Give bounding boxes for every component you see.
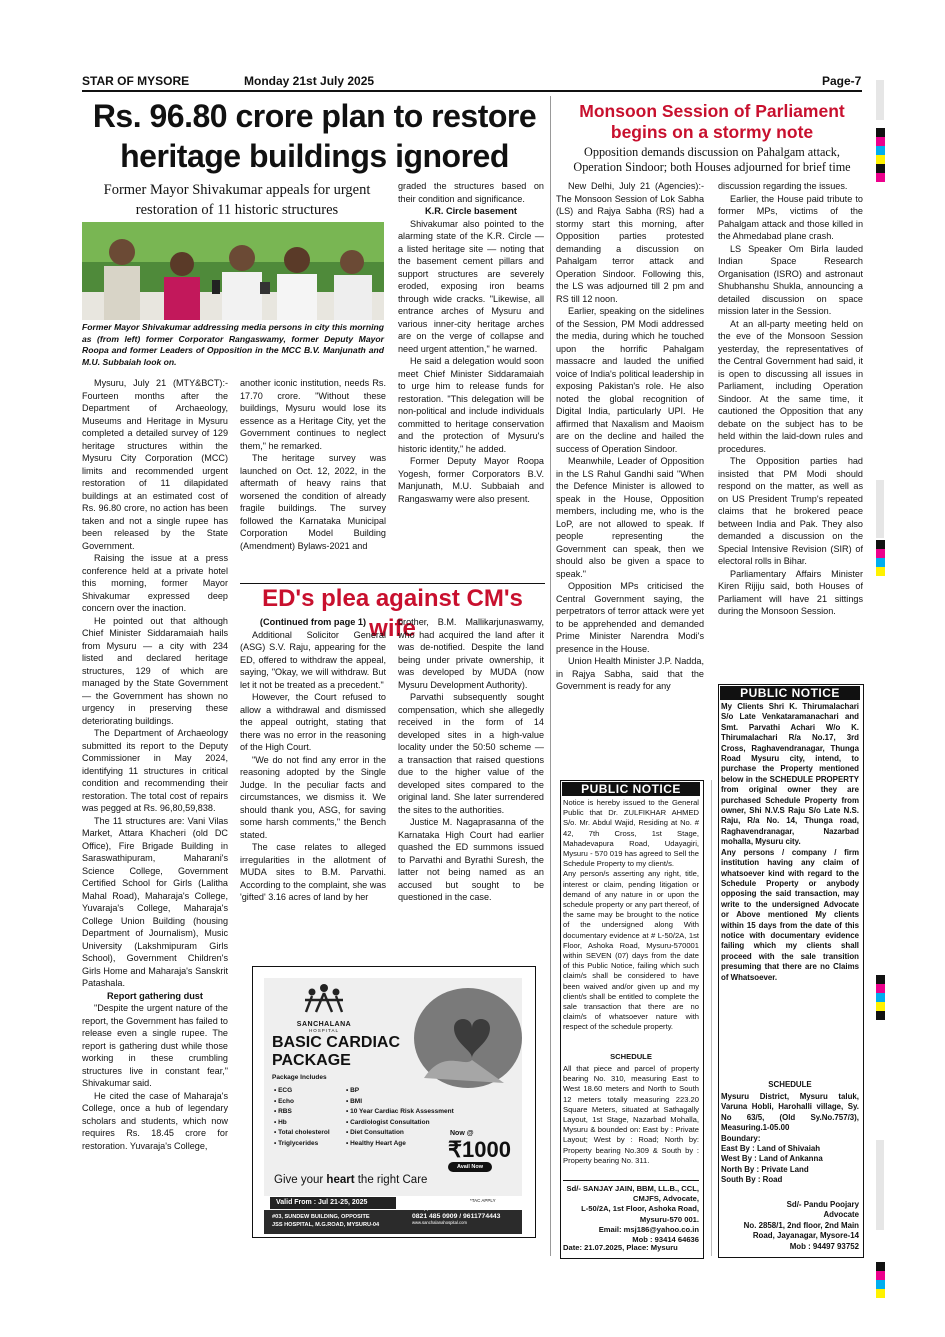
monsoon-paragraph: Earlier, speaking on the sidelines of the Session, PM Modi addressed the media, during which he touched upon the horrific Pahalgam massacre and lauded the unified voice of India's political leadership in exposing Pakistan's role. He also noted the global recognition of Digital India, particularly UPI. He affirmed that Naxalism and Maoism are on the decline and hailed the success of Operation Sindoor. bbox=[556, 306, 704, 454]
public-notice-2-title: PUBLIC NOTICE bbox=[720, 686, 860, 700]
lead-paragraph: graded the structures based on their condition and significance. bbox=[398, 181, 544, 204]
monsoon-deck-line-1: Opposition demands discussion on Pahalgam attack, bbox=[584, 145, 840, 159]
monsoon-headline-line-1: Monsoon Session of Parliament bbox=[579, 101, 845, 121]
monsoon-paragraph: New Delhi, July 21 (Agencies):- The Monsoon Session of Lok Sabha (LS) and Rajya Sabha (RS) had a stormy start this morning, after Opposition parties protested demanding a discussion on Pahalgam terror attack and Operation Sindoor. Following this, the LS was adjourned till 2 pm and RS till 12 noon. bbox=[556, 181, 704, 304]
hospital-name: SANCHALANA bbox=[296, 1021, 352, 1028]
notice-1-sign-line: Sd/- SANJAY JAIN, BBM, LL.B., CCL, CMJFS, Advocate, bbox=[566, 1184, 699, 1204]
package-item: • 10 Year Cardiac Risk Assessment bbox=[346, 1108, 454, 1115]
ed-paragraph: brother, B.M. Mallikarjunaswamy, who had acquired the land after it was de-notified. Despite the land being under private ownership, it was developed by MUDA (now Mysuru Development Authority). bbox=[398, 617, 544, 690]
public-notice-1-title: PUBLIC NOTICE bbox=[562, 782, 700, 796]
ed-paragraph: Additional Solicitor General (ASG) S.V. Raju, appearing for the ED, offered to withdraw the appeal, saying, "Okay, we will withdraw. But let it not be treated as a precedent." bbox=[240, 629, 386, 690]
notice-2-boundary: West By : Land of Ankanna bbox=[721, 1154, 823, 1164]
notice-2-boundary: North By : Private Land bbox=[721, 1164, 809, 1174]
notice-2-sign-line: Mob : 94497 93752 bbox=[789, 1241, 859, 1251]
lead-paragraph: Shivakumar also pointed to the alarming state of the K.R. Circle — a listed heritage site — noting that the basement cement pillars and support structures are severely eroded, exposing iron beams through wide cracks. "Likewise, all entrance arches of Mysuru and various inner-city heritage arches are on the verge of collapse and need urgent attention," he warned. bbox=[398, 218, 544, 354]
notice-2-schedule-title: SCHEDULE bbox=[768, 1080, 812, 1089]
monsoon-paragraph: The Opposition parties had insisted that PM Modi should respond on the matter, as well as on US President Trump's repeated claims that he brokered peace between India and Pak. They also demanded a discussion on the Special Intensive Revision (SIR) of electoral rolls in Bihar. bbox=[718, 456, 863, 566]
notice-2-schedule bbox=[721, 1092, 859, 1186]
ad-address-line-2: JSS HOSPITAL, M.G.ROAD, MYSURU-04 bbox=[272, 1222, 380, 1228]
monsoon-column-2 bbox=[718, 180, 863, 674]
ad-website: www.sanchalanahospital.com bbox=[412, 1220, 467, 1225]
lead-paragraph: The 11 structures are: Vani Vilas Market, Attara Khacheri (old DC Office), Fire Brigade Building in Saraswathipuram, Maharani's Science College, Government Certified School for Girls (Lalitha Mahal Road), Maharaja's College, Yuvaraja's College, Maharaja's College Union Building (housing Department of Journalism), Music University (Lakshmipuram Girls School), Government Children's Girls Home and Maharaja's Sanskrit Patashala. bbox=[82, 815, 228, 988]
column-rule bbox=[711, 780, 712, 1256]
lead-column-1 bbox=[82, 377, 228, 1152]
public-notice-1-body bbox=[563, 798, 699, 1058]
lead-headline-line-2: heritage buildings ignored bbox=[120, 138, 509, 174]
hospital-name-sub: HOSPITAL bbox=[309, 1028, 339, 1033]
lead-paragraph: Raising the issue at a press conference held at a private hotel this morning, former Mayor Shivakumar expressed deep concern over the inaction. bbox=[82, 553, 228, 613]
registration-grey bbox=[876, 80, 884, 120]
package-items-right bbox=[346, 1086, 454, 1149]
lead-paragraph: He cited the case of Maharaja's College, once a hub of legendary scholars and students, which now requires Rs. 18.45 crore for restoration. Yuvaraja's College, bbox=[82, 1090, 228, 1151]
ed-paragraph: Parvathi subsequently sought compensation, which she allegedly received in the form of 14 developed sites in a high-value locality under the 50:50 scheme — a transaction that raised questions due to the higher value of the developed sites compared to the original land. She later surrendered the sites to the authorities. bbox=[398, 692, 544, 815]
package-item: • RBS bbox=[274, 1108, 292, 1115]
lead-deck-line-2: restoration of 11 historic structures bbox=[135, 202, 339, 218]
monsoon-paragraph: LS Speaker Om Birla lauded Indian Space Research Organisation (ISRO) and astronaut Shubhanshu Shukla, announcing a detailed discussion on space mission later in the Session. bbox=[718, 243, 863, 316]
ad-panel bbox=[264, 978, 522, 1196]
public-notice-2-body bbox=[721, 702, 859, 1076]
column-rule bbox=[550, 96, 551, 1256]
avail-now-badge: Avail Now bbox=[448, 1162, 492, 1172]
package-price: ₹1000 bbox=[448, 1137, 511, 1162]
subhead-kr-circle: K.R. Circle basement bbox=[425, 206, 517, 216]
notice-1-date-place: Date: 21.07.2025, Place: Mysuru bbox=[563, 1243, 678, 1252]
continued-label: (Continued from page 1) bbox=[259, 617, 367, 627]
package-item: • ECG bbox=[274, 1087, 293, 1094]
notice-paragraph: Any persons / company / firm institution having any claim of whatsoever kind with regard to the Schedule Property or anybody opposing the said transaction, may write to the undersigned Advocate or Above mentioned My clients within 15 days from the date of this notice with documentary evidence failing which my clients shall proceed with the sale transition presuming that there are no Claims of Whatsoever. bbox=[721, 847, 859, 982]
lead-paragraph: Mysuru, July 21 (MTY&BCT):- Fourteen months after the Department of Archaeology, Museums and Heritage in Mysuru completed a detailed survey of 129 heritage structures within the Mysuru City Corporation (MCC) limits and recommended urgent restoration of 11 dilapidated buildings at an estimated cost of Rs. 96.80 crore, no action has been taken and not a single rupee has been released by the State Government. bbox=[82, 378, 228, 551]
notice-2-boundary: South By : Road bbox=[721, 1175, 783, 1185]
press-conference-photo bbox=[82, 222, 384, 320]
masthead-rule bbox=[82, 90, 862, 92]
monsoon-headline-line-2: begins on a stormy note bbox=[610, 122, 814, 142]
masthead-paper: STAR OF MYSORE bbox=[82, 74, 190, 88]
hands-heart-graphic bbox=[414, 988, 522, 1088]
monsoon-paragraph: Union Health Minister J.P. Nadda, in Rajya Sabha, said that the Government is ready for any bbox=[556, 656, 704, 691]
ed-paragraph: However, the Court refused to allow a withdrawal and dismissed the appeal outright, stating that there was no error in the reasoning of the High Court. bbox=[240, 692, 386, 752]
package-item: • BP bbox=[346, 1087, 360, 1094]
ed-paragraph: "We do not find any error in the reasoning adopted by the Single Judge. In the peculiar facts and circumstances, we dismiss it. We should thank you, ASG, for saving some harsh comments," the Bench stated. bbox=[240, 754, 386, 840]
package-item: • Triglycerides bbox=[274, 1139, 319, 1147]
ad-contact bbox=[412, 1206, 522, 1225]
registration-grey bbox=[876, 1140, 884, 1230]
lead-column-2 bbox=[240, 377, 386, 577]
masthead-date: Monday 21st July 2025 bbox=[244, 74, 375, 88]
lead-headline bbox=[82, 96, 547, 176]
monsoon-paragraph: discussion regarding the issues. bbox=[718, 181, 848, 191]
package-item: • Cardiologist Consultation bbox=[346, 1118, 430, 1126]
lead-paragraph: He pointed out that although Chief Minister Siddaramaiah hails from Mysuru — a city with 234 listed and declared heritage structures, 129 of which are managed by the State Government — the Government has shown no urgency in preserving these deteriorating buildings. bbox=[82, 615, 228, 726]
ad-address-line-1: #03, SUNDEW BUILDING, OPPOSITE bbox=[272, 1214, 370, 1220]
notice-2-sign-line: Advocate bbox=[823, 1210, 859, 1220]
lead-column-3 bbox=[398, 180, 544, 580]
monsoon-headline bbox=[556, 101, 868, 143]
package-item: • Echo bbox=[274, 1097, 294, 1105]
notice-1-schedule: All that piece and parcel of property bearing No. 310, measuring East to West 18.60 meters and North to South 12 meters totally measuring 223.20 Square Meters, situated at Sathagally Layout, 1st Stage, Nazarbad Mohalla, Mysuru & bounded on: East by : Private Layout; West by : Road; North by: Property bearing No.309 & South by : Property bearing No. 311. bbox=[563, 1064, 699, 1165]
ed-column-1 bbox=[240, 616, 386, 953]
package-item: • Healthy Heart Age bbox=[346, 1139, 406, 1147]
lead-paragraph: "Despite the urgent nature of the report, the Government has failed to release even a single rupee. The report is gathering dust while those working in these crumbling structures live in constant fear," Shivakumar said. bbox=[82, 1003, 228, 1088]
notice-1-sign-line: L-50/2A, 1st Floor, Ashoka Road, Mysuru-570 001. bbox=[581, 1204, 699, 1224]
notice-paragraph: Notice is hereby issued to the General Public that Dr. ZULFIKHAR AHMED S/o. Mr. Abdul Wajid, Residing at No. # 42, 7th Cross, 1st Stage, Mahadevapura Road, Udayagiri, Mysuru - 570 019 has agreed to Sell the Schedule Property to my client/s. bbox=[563, 798, 699, 869]
notice-1-sign-line: Email: msj186@yahoo.co.in bbox=[598, 1224, 699, 1234]
lead-paragraph: The Department of Archaeology submitted its report to the Deputy Commissioner in May 2024, identifying 11 structures in critical condition and recommending their restoration. The total cost of repairs was pegged at Rs. 96,80,59,838. bbox=[82, 728, 228, 813]
page-number: Page-7 bbox=[822, 74, 862, 88]
notice-1-schedule-title: SCHEDULE bbox=[610, 1052, 652, 1061]
monsoon-column-1 bbox=[556, 180, 704, 773]
ad-title-line-1: BASIC CARDIAC bbox=[272, 1034, 400, 1051]
hospital-logo bbox=[284, 982, 364, 1033]
ed-paragraph: Justice M. Nagaprasanna of the Karnataka High Court had earlier quashed the ED summons issued to Parvathi and Byrathi Suresh, the latter not being named as an accused but sought to be questioned in the case. bbox=[398, 817, 544, 902]
lead-paragraph: He said a delegation would soon meet Chief Minister Siddaramaiah to urge him to release funds for restoration. "This delegation will be non-political and include individuals committed to heritage conservation and the protection of Mysuru's historic identity," he added. bbox=[398, 356, 544, 454]
monsoon-paragraph: Earlier, the House paid tribute to former MPs, victims of the Pahalgam attack and those killed in the Ahmedabad plane crash. bbox=[718, 193, 863, 241]
notice-2-schedule-text: Mysuru District, Mysuru taluk, Varuna Hobli, Harohalli village, Sy. No 63/5, (Old Sy.No.757/3), Measuring.1-05.00 bbox=[721, 1092, 859, 1133]
monsoon-paragraph: Parliamentary Affairs Minister Kiren Rijiju said, both Houses of Parliament will have 21 sittings during the Monsoon Session. bbox=[718, 568, 863, 616]
ed-column-2 bbox=[398, 616, 544, 953]
notice-2-signature bbox=[721, 1200, 859, 1252]
valid-dates: Valid From : Jul 21-25, 2025 bbox=[270, 1197, 396, 1209]
registration-strip bbox=[876, 1262, 885, 1298]
price-now-label: Now @ bbox=[450, 1130, 474, 1137]
notice-1-signature bbox=[563, 1184, 699, 1245]
ad-title-line-2: PACKAGE bbox=[272, 1052, 351, 1069]
ad-phone-numbers: 0821 485 0909 / 9611774443 bbox=[412, 1213, 501, 1220]
registration-strip bbox=[876, 540, 885, 576]
photo-caption: Former Mayor Shivakumar addressing media persons in city this morning as (from left) former Corporator Rangaswamy, former Deputy Mayor Roopa and former Leaders of Opposition in the MCC B.V. Manjunath and M.U. Subbaiah look on. bbox=[82, 322, 384, 367]
notice-paragraph: Any person/s asserting any right, title, interest or claim, pending litigation or demand of any nature in or upon the schedule property or any part thereof, of the same may be brought to the notice of the undersigned along With documentary evidence at # L-50/2A, 1st Floor, Ashoka Road, Mysuru-570001 within SEVEN (07) days from the date of this Public Notice, failing which such claim/s shall be considered to have been waived and/or given up and my client/s shall be entitled to complete the sale transaction that there are no claim/s of whatsoever nature with respect of the schedule property. bbox=[563, 869, 699, 1032]
registration-grey bbox=[876, 480, 884, 538]
ad-address bbox=[272, 1213, 379, 1229]
notice-paragraph: My Clients Shri K. Thirumalachari S/o Late Venkataramanachari and Smt. Parvathi Achari W/o K. Thirumalachari R/a No.17, 3rd Cross, Raghavendranagar, Thunga Road Mysuru city, intend, to purchase the Property mentioned below in the SCHEDULE PROPERTY from original owner they are purchased Schedule Property from owner, Shi N.V.S Raju S/o Late N.S. Raju, R/a No. 14, Thunga road, Raghavendranagar, Nazarbad mohalla, Mysuru city. bbox=[721, 702, 859, 847]
lead-deck bbox=[82, 180, 392, 220]
notice-1-rule bbox=[563, 1180, 699, 1181]
package-item: • Diet Consultation bbox=[346, 1129, 404, 1136]
ad-tagline: Give your heart the right Care bbox=[274, 1174, 428, 1186]
lead-deck-line-1: Former Mayor Shivakumar appeals for urgent bbox=[103, 182, 371, 198]
monsoon-paragraph: Meanwhile, Leader of Opposition in the LS Rahul Gandhi said "When the Defence Minister is allowed to speak in the House, Opposition members, including me, who is the LoP, are not allowed to speak. If people representing the Government can speak, then we should also be given a space to speak." bbox=[556, 456, 704, 579]
notice-1-sign-line: Mob : 93414 64636 bbox=[632, 1235, 699, 1245]
notice-2-sign-line: No. 2858/1, 2nd floor, 2nd Main Road, Jayanagar, Mysore-14 bbox=[743, 1220, 859, 1241]
monsoon-deck-line-2: Operation Sindoor; both Houses adjourned for brief time bbox=[573, 159, 851, 174]
lead-paragraph: Former Deputy Mayor Roopa Yogesh, former Corporators B.V. Manjunath, M.U. Subbaiah and Rangaswamy were also present. bbox=[398, 456, 544, 504]
package-includes-label: Package Includes bbox=[272, 1074, 327, 1081]
registration-strip bbox=[876, 128, 885, 182]
registration-strip bbox=[876, 975, 885, 1020]
package-item: • Hb bbox=[274, 1118, 287, 1126]
subhead-report-gathering-dust: Report gathering dust bbox=[107, 990, 203, 1001]
monsoon-deck bbox=[556, 145, 868, 174]
ad-title bbox=[272, 1034, 400, 1070]
monsoon-paragraph: Opposition MPs criticised the Central Government saying, the perpetrators of terror attack were yet to be apprehended and demanded Prime Minister Narendra Modi's presence in the House. bbox=[556, 581, 704, 654]
notice-2-boundary-label: Boundary: bbox=[721, 1133, 761, 1143]
notice-2-boundary: East By : Land of Shivaiah bbox=[721, 1144, 821, 1154]
package-item: • Total cholesterol bbox=[274, 1129, 330, 1136]
lead-paragraph: another iconic institution, needs Rs. 17.70 crore. "Without these buildings, Mysuru would lose its essence as a Heritage City, yet the Government continues to neglect them," he remarked. bbox=[240, 378, 386, 451]
hospital-logo-icon bbox=[301, 982, 347, 1016]
appointments-label: For Appointments bbox=[412, 1206, 452, 1212]
ed-headline: ED's plea against CM's wife bbox=[262, 585, 523, 642]
package-items-left bbox=[274, 1086, 330, 1149]
notice-2-sign-line: Sd/- Pandu Poojary bbox=[786, 1200, 859, 1209]
monsoon-paragraph: At an all-party meeting held on the eve of the Monsoon Session yesterday, the representatives of the Central Government had said, it is open to discussing all issues in Parliament, including Operation Sindoor. At the same time, it cautioned the Opposition that any debate on the subject has to be held within the laid-down rules and procedures. bbox=[718, 318, 863, 454]
tac-note: *TAC APPLY bbox=[470, 1198, 496, 1203]
lead-paragraph: The heritage survey was launched on Oct. 12, 2022, in the aftermath of heavy rains that worsened the condition of already fragile buildings. The survey followed the Karnataka Municipal Corporation Model Building (Amendment) Bylaws-2021 and bbox=[240, 453, 386, 551]
lead-headline-line-1: Rs. 96.80 crore plan to restore bbox=[92, 98, 537, 134]
ed-paragraph: The case relates to alleged irregularities in the allotment of MUDA sites to B.M. Parvathi. According to the complaint, she was 'gifted' 3.16 acres of land by her bbox=[240, 842, 386, 902]
package-item: • BMI bbox=[346, 1097, 363, 1105]
